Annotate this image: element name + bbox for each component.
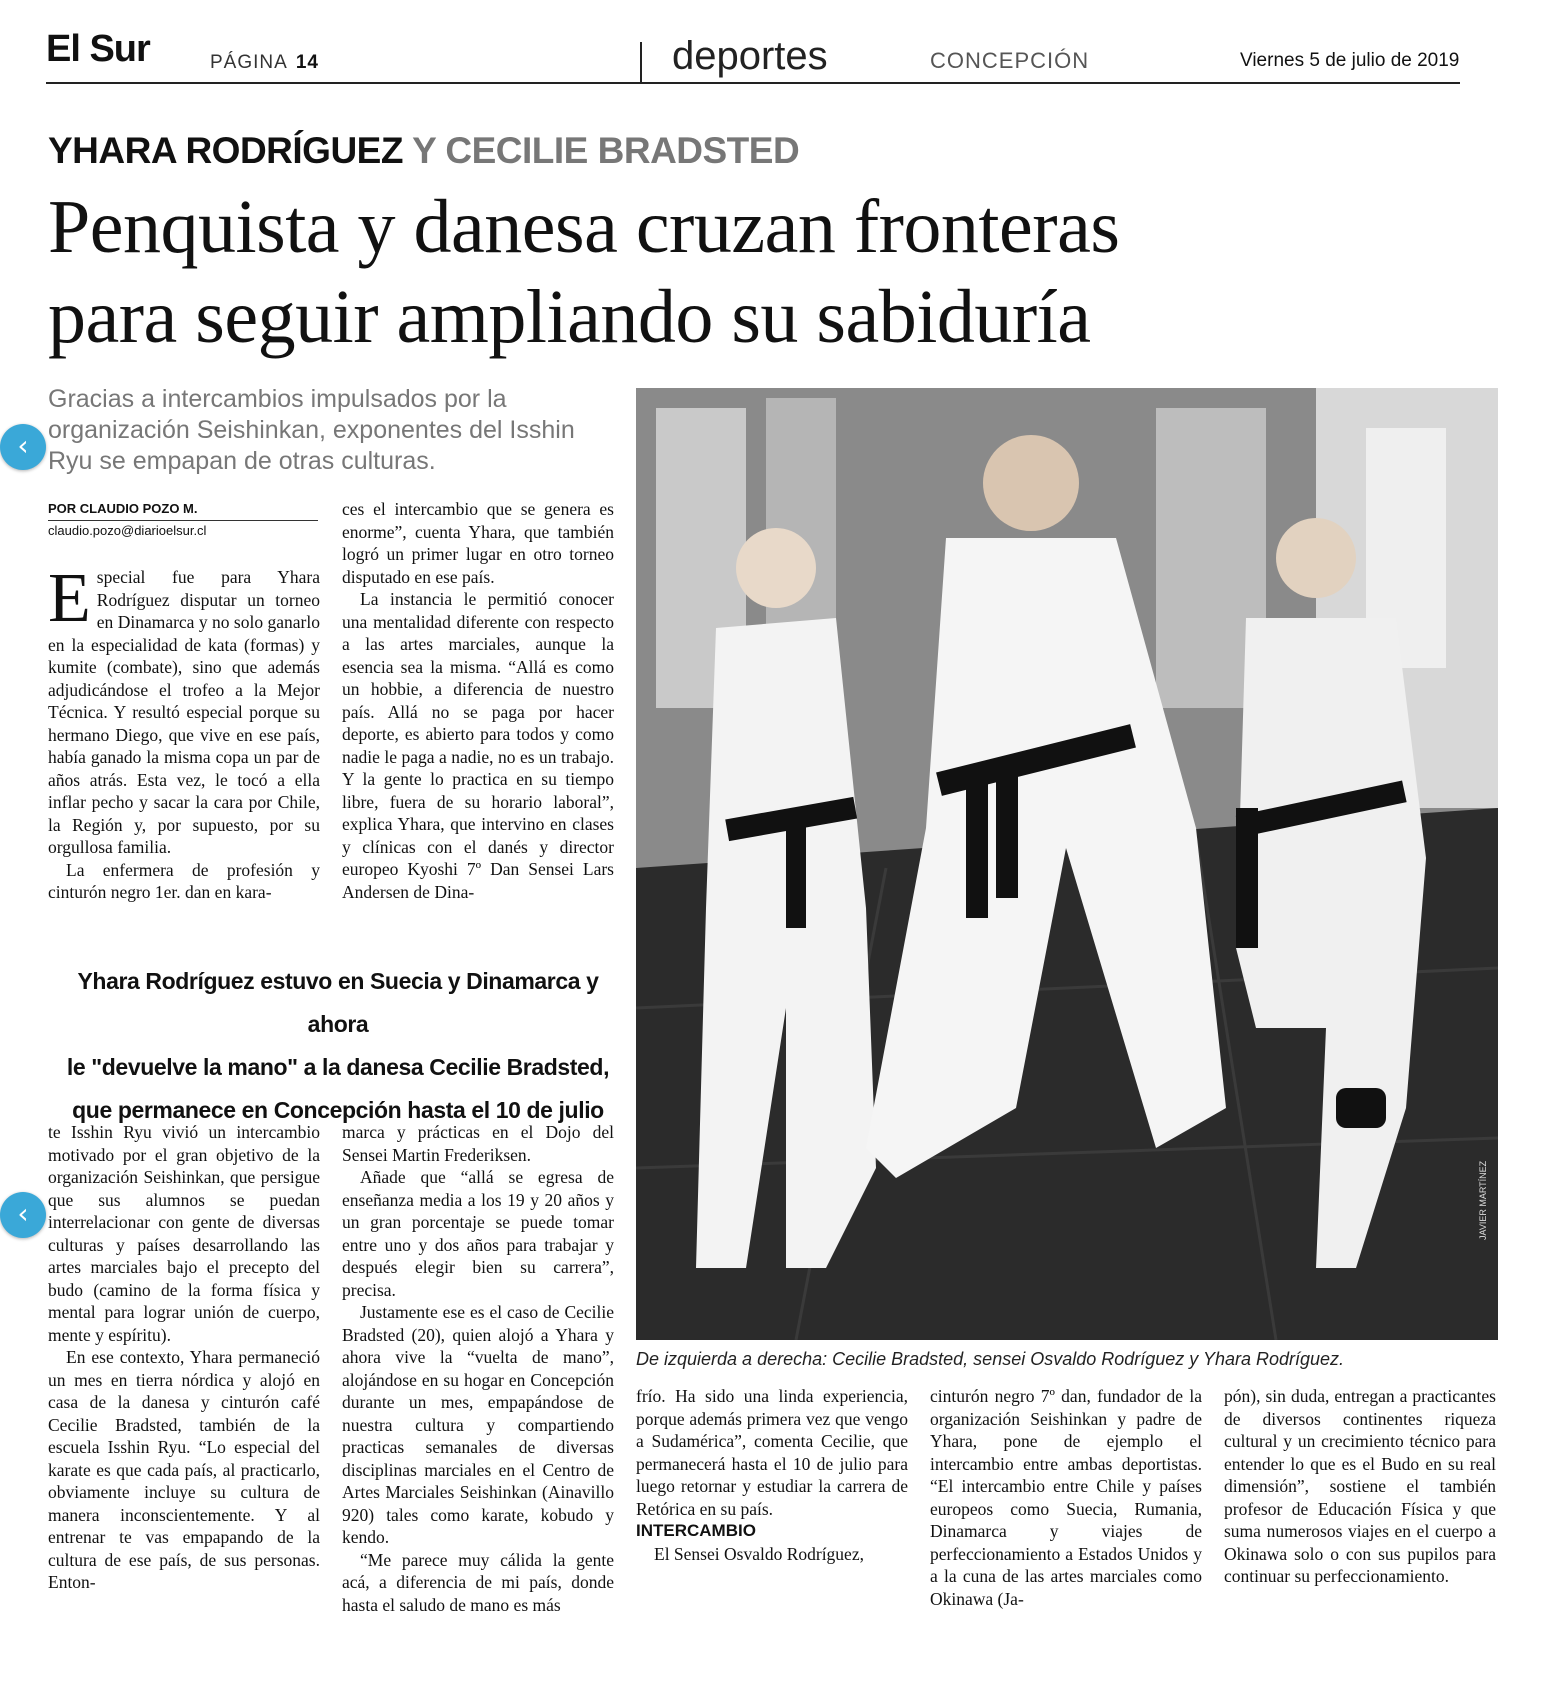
- photo-illustration: [636, 388, 1498, 1340]
- kicker-primary: YHARA RODRÍGUEZ: [48, 130, 403, 171]
- page-label: [210, 52, 319, 74]
- pull-quote: [48, 960, 628, 1132]
- page-number: 14: [295, 52, 319, 73]
- newspaper-name: El Sur: [46, 28, 150, 70]
- paragraph: En ese contexto, Yhara permaneció un mes en tierra nórdica y alojó en casa de la danesa y cinturón café Cecilie Bradsted, también de la escuela Isshin Ryu. “Lo especial del karate es que cada país, al practicarlo, obviamente incluye su cultura de manera inconscientemente. Y al entrenar te vas empapando de la cultura de ese país, de sus personas. Enton-: [48, 1347, 320, 1592]
- section-name: deportes: [672, 34, 828, 78]
- drop-cap: E: [48, 560, 91, 637]
- column-1-bottom: [48, 1121, 320, 1594]
- paragraph: marca y prácticas en el Dojo del Sensei Martin Frederiksen.: [342, 1122, 614, 1165]
- paragraph: Justamente ese es el caso de Cecilie Bradsted (20), quien alojó a Yhara y ahora vive la “vuelta de mano”, alojándose en su hogar en Concepción durante un mes, empapándose de nuestra cultura y compartiendo practicas semanales de diversas disciplinas marciales en el Centro de Artes Marciales Seishinkan (Ainavillo 920) tales como karate, kobudo y kendo.: [342, 1302, 614, 1547]
- article-photo: [636, 388, 1498, 1340]
- kicker-secondary: Y CECILIE BRADSTED: [412, 130, 800, 171]
- paragraph: cinturón negro 7º dan, fundador de la organización Seishinkan y padre de Yhara, pone de ejemplo el intercambio entre ambas deportistas. “El intercambio entre Chile y países europeos como Suecia, Rumania, Dinamarca y viajes de perfeccionamiento a Estados Unidos y a la cuna de las artes marciales como Okinawa (Ja-: [930, 1386, 1202, 1609]
- column-2-bottom: [342, 1121, 614, 1616]
- headline-line-1: Penquista y danesa cruzan fronteras: [48, 185, 1120, 269]
- pull-quote-line-1: Yhara Rodríguez estuvo en Suecia y Dinamarca y ahora: [77, 968, 599, 1037]
- pull-quote-line-3: que permanece en Concepción hasta el 10 de julio: [72, 1097, 604, 1123]
- byline-email: claudio.pozo@diarioelsur.cl: [48, 523, 207, 538]
- column-5: [1224, 1385, 1496, 1588]
- photo-caption: De izquierda a derecha: Cecilie Bradsted, sensei Osvaldo Rodríguez y Yhara Rodríguez.: [636, 1349, 1345, 1369]
- paragraph: La instancia le permitió conocer una mentalidad diferente con respecto a las artes marciales, aunque la esencia sea la misma. “Allá es como un hobbie, a diferencia de nuestro país. Allá no se paga por hacer deporte, es abierto para todos y como nadie le paga a nadie, no es un trabajo. Y la gente lo practica en su tiempo libre, fuera de su horario laboral”, explica Yhara, que intervino en clases y clínicas con el danés y director europeo Kyoshi 7º Dan Sensei Lars Andersen de Dina-: [342, 589, 614, 902]
- column-2-top: [342, 498, 614, 903]
- headline-line-2: para seguir ampliando su sabiduría: [48, 275, 1091, 359]
- chevron-left-icon: ‹: [17, 1197, 29, 1230]
- paragraph: pón), sin duda, entregan a practicantes de diversos continentes riqueza cultural y un crecimiento técnico para entender lo que es el Budo en su real dimensión”, sostiene el también profesor de Educación Física y que suma numerosos viajes en el cuerpo a Okinawa solo o con sus pupilos para continuar su perfeccionamiento.: [1224, 1386, 1496, 1586]
- header-rule: [46, 82, 1460, 84]
- column-4: [930, 1385, 1202, 1610]
- subheading: INTERCAMBIO: [636, 1521, 756, 1540]
- paragraph: [48, 560, 320, 859]
- deck: Gracias a intercambios impulsados por la organización Seishinkan, exponentes del Isshin Ryu se empapan de otras culturas.: [48, 385, 575, 475]
- photo-credit: JAVIER MARTÍNEZ: [1478, 1160, 1488, 1240]
- chevron-left-icon: ‹: [17, 429, 29, 462]
- city-label: CONCEPCIÓN: [930, 48, 1090, 73]
- paragraph: El Sensei Osvaldo Rodríguez,: [654, 1543, 864, 1564]
- paragraph: ces el intercambio que se genera es enorme”, cuenta Yhara, que también logró un primer lugar en otro torneo disputado en ese país.: [342, 499, 614, 587]
- paragraph: “Me parece muy cálida la gente acá, a diferencia de mi país, donde hasta el saludo de mano es más: [342, 1549, 614, 1615]
- issue-date: Viernes 5 de julio de 2019: [1240, 50, 1460, 71]
- byline-rule: [48, 520, 318, 521]
- headline: [48, 182, 1468, 362]
- pull-quote-line-2: le "devuelve la mano" a la danesa Cecilie Bradsted,: [66, 1054, 610, 1080]
- prev-article-button[interactable]: [0, 1192, 46, 1238]
- paragraph: te Isshin Ryu vivió un intercambio motivado por el gran objetivo de la organización Seishinkan, que persigue que sus alumnos se puedan interrelacionar con gente de diversas culturas y países desarrollando las artes marciales bajo el precepto del budo (camino de la forma física y mental para lograr unión de cuerpo, mente y espíritu).: [48, 1122, 320, 1345]
- paragraph: Añade que “allá se egresa de enseñanza media a los 19 y 20 años y un gran porcentaje se puede tomar entre uno y dos años para trabajar y después elegir bien su carrera”, precisa.: [342, 1167, 614, 1300]
- paragraph-text: special fue para Yhara Rodríguez disputar un torneo en Dinamarca y no solo ganarlo en la especialidad de kata (formas) y kumite (combate), sino que además adjudicándose el trofeo a la Mejor Técnica. Y resultó especial porque su hermano Diego, que vive en ese país, había ganado la misma copa un par de años atrás. Esta vez, le tocó a ella inflar pecho y sacar la cara por Chile, la Región y, por supuesto, por su orgullosa familia.: [48, 567, 320, 857]
- prev-page-button[interactable]: [0, 424, 46, 470]
- header-divider: [640, 42, 642, 84]
- column-3: [636, 1385, 908, 1565]
- byline-author: POR CLAUDIO POZO M.: [48, 501, 198, 516]
- kicker: [48, 130, 799, 172]
- paragraph: frío. Ha sido una linda experiencia, porque además primera vez que vengo a Sudamérica”, comenta Cecilie, que permanecerá hasta el 10 de julio para luego retornar y estudiar la carrera de Retórica en su país.: [636, 1386, 908, 1519]
- page-label-text: PÁGINA: [210, 52, 288, 73]
- paragraph: La enfermera de profesión y cinturón negro 1er. dan en kara-: [48, 859, 320, 902]
- column-1-top: [48, 560, 320, 904]
